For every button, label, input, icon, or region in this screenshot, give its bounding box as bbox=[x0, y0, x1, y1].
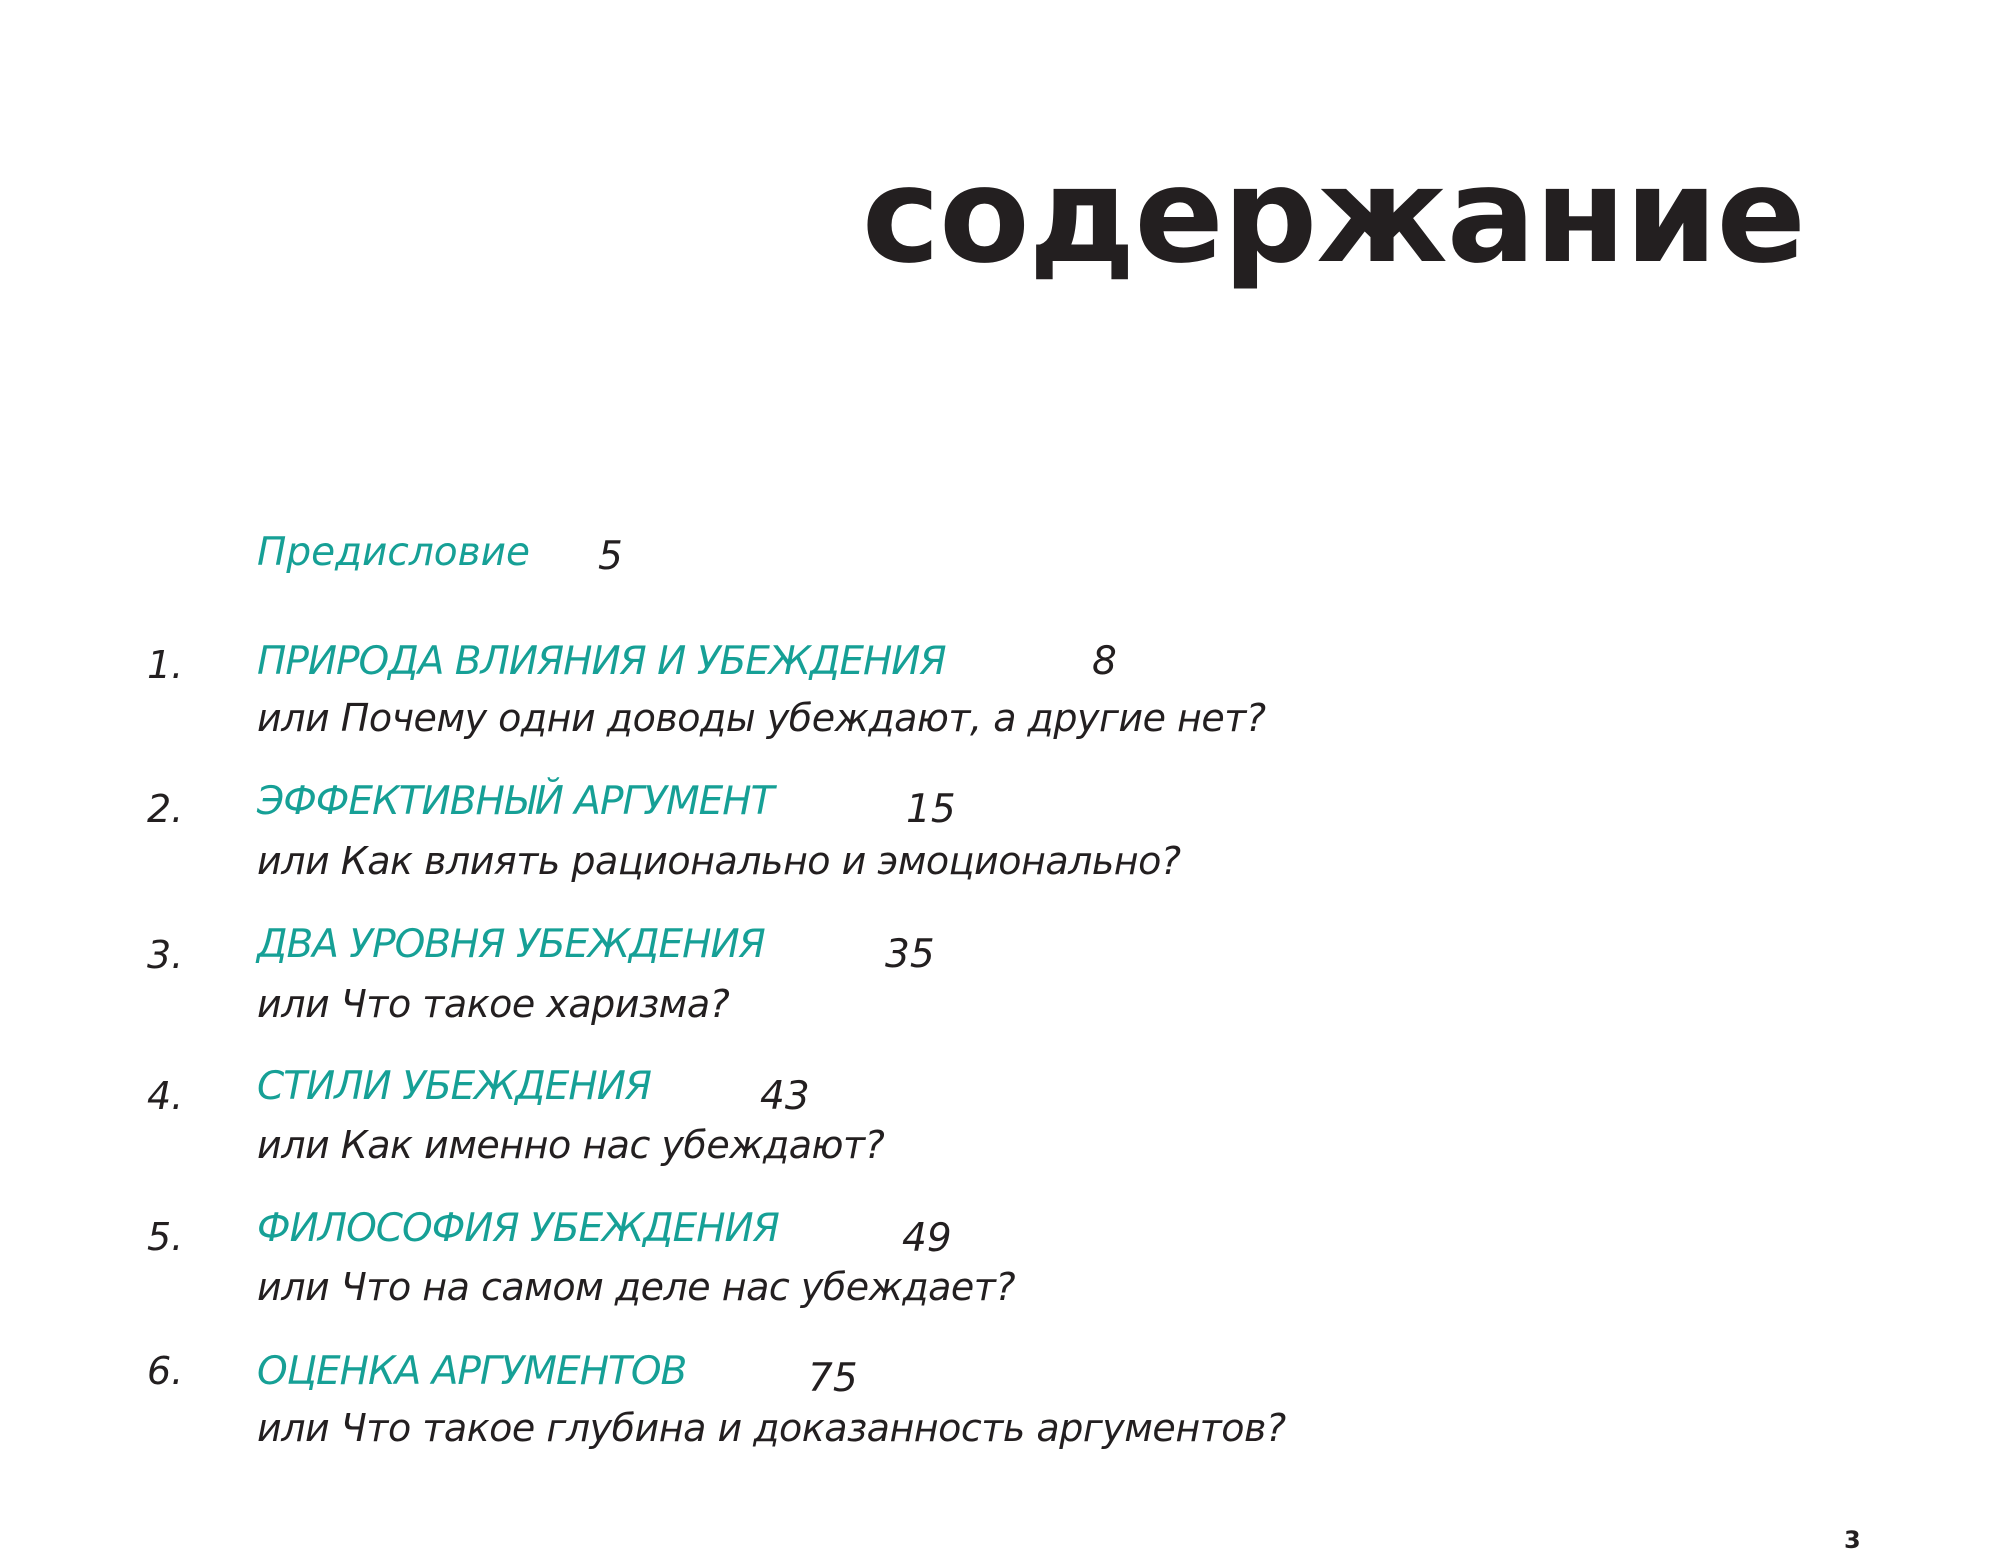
entry-page-number: 15 bbox=[906, 787, 956, 832]
entry-page-number: 8 bbox=[1092, 639, 1117, 684]
entry-subtitle: или Как влиять рационально и эмоционально? bbox=[257, 839, 1181, 883]
entry-number: 3. bbox=[147, 933, 184, 977]
entry-subtitle: или Как именно нас убеждают? bbox=[257, 1123, 885, 1167]
entry-number: 5. bbox=[147, 1215, 184, 1259]
entry-subtitle: или Что такое харизма? bbox=[257, 982, 730, 1026]
entry-page-number: 5 bbox=[598, 534, 623, 579]
entry-number: 1. bbox=[147, 643, 184, 687]
entry-title: СТИЛИ УБЕЖДЕНИЯ bbox=[257, 1064, 652, 1109]
entry-number: 4. bbox=[147, 1074, 184, 1118]
entry-subtitle: или Почему одни доводы убеждают, а другие нет? bbox=[257, 696, 1266, 740]
entry-title: ПРИРОДА ВЛИЯНИЯ И УБЕЖДЕНИЯ bbox=[257, 639, 946, 684]
entry-title: ДВА УРОВНЯ УБЕЖДЕНИЯ bbox=[257, 922, 765, 967]
entry-page-number: 43 bbox=[760, 1074, 810, 1119]
page-number: 3 bbox=[1844, 1526, 1861, 1554]
entry-page-number: 75 bbox=[808, 1356, 858, 1401]
entry-page-number: 35 bbox=[885, 932, 935, 977]
entry-title: ОЦЕНКА АРГУМЕНТОВ bbox=[257, 1349, 687, 1394]
entry-number: 6. bbox=[147, 1349, 184, 1393]
entry-subtitle: или Что такое глубина и доказанность аргументов? bbox=[257, 1406, 1286, 1450]
entry-title: ЭФФЕКТИВНЫЙ АРГУМЕНТ bbox=[257, 779, 774, 824]
entry-title: Предисловие bbox=[257, 530, 530, 575]
page-title: содержание bbox=[861, 139, 1805, 293]
entry-number: 2. bbox=[147, 787, 184, 831]
entry-title: ФИЛОСОФИЯ УБЕЖДЕНИЯ bbox=[257, 1206, 779, 1251]
entry-subtitle: или Что на самом деле нас убеждает? bbox=[257, 1265, 1016, 1309]
entry-page-number: 49 bbox=[902, 1216, 952, 1261]
